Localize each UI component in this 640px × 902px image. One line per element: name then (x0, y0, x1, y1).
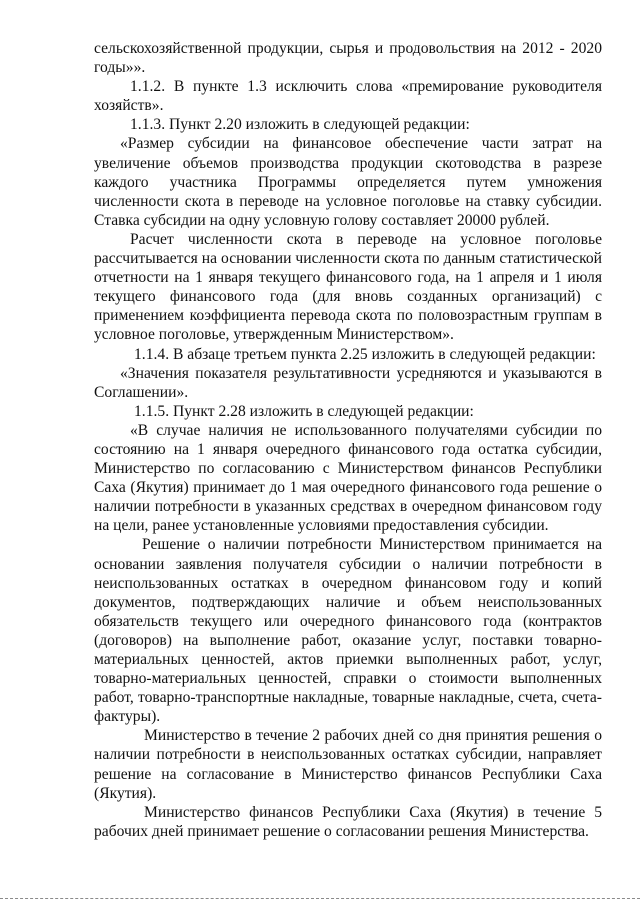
paragraph-item-1-1-3: 1.1.3. Пункт 2.20 изложить в следующей редакции: (130, 116, 470, 134)
paragraph-item-1-1-5: 1.1.5. Пункт 2.28 изложить в следующей редакции: (134, 402, 474, 420)
paragraph-item-1-1-2: 1.1.2. В пункте 1.3 исключить слова «премирование руководителя хозяйств». (94, 78, 602, 115)
paragraph-finance-ministry-decision: Министерство финансов Республики Саха (Якутия) в течение 5 рабочих дней принимает решение о согласовании решения Министерства. (94, 803, 602, 840)
paragraph-livestock-calculation: Расчет численности скота в переводе на условное поголовье рассчитывается на основании численности скота по данным статистической отчетности на 1 января текущего финансового года, на 1 апреля и 1 июля текущего финансового года (для вновь созданных организаций) с применением коэффициента перевода скота по половозрастным группам в условное поголовье, утвержденным Министерством». (94, 230, 602, 344)
paragraph-subsidy-size: «Размер субсидии на финансовое обеспечение части затрат на увеличение объемов производства продукции скотоводства в разрезе каждого участника Программы определяется путем умножения численности скота в переводе на условное поголовье на ставку субсидии. Ставка субсидии на одну условную голову составляет 20000 рублей. (94, 135, 602, 229)
paragraph-effectiveness-values: «Значения показателя результативности усредняются и указываются в Соглашении». (94, 364, 602, 401)
document-page (94, 39, 602, 841)
paragraph-continuation: сельскохозяйственной продукции, сырья и продовольствия на 2012 - 2020 годы»». (94, 40, 602, 77)
paragraph-unused-subsidy: «В случае наличия не использованного получателями субсидии по состоянию на 1 января очередного финансового года остатка субсидии, Министерство по согласованию с Министерством финансов Республики Саха (Якутия) принимает до 1 мая очередного финансового года решение о наличии потребности в указанных средствах в очередном финансовом году на цели, ранее установленные условиями предоставления субсидии. (94, 421, 602, 535)
page-bottom-rule (0, 898, 640, 899)
paragraph-decision-basis: Решение о наличии потребности Министерством принимается на основании заявления получателя субсидии о наличии потребности в неиспользованных остатках в очередном финансовом году и копий документов, подтверждающих наличие и объем неиспользованных обязательств текущего или очередного финансового года (контрактов (договоров) на выполнение работ, оказание услуг, поставки товарно-материальных ценностей, актов приемки выполненных работ, услуг, товарно-материальных ценностей, справки о стоимости выполненных работ, товарно-транспортные накладные, товарные накладные, счета, счета-фактуры). (94, 536, 602, 726)
paragraph-item-1-1-4: 1.1.4. В абзаце третьем пункта 2.25 изложить в следующей редакции: (134, 345, 596, 363)
paragraph-ministry-approval: Министерство в течение 2 рабочих дней со дня принятия решения о наличии потребности в неиспользованных остатках субсидии, направляет решение на согласование в Министерство финансов Республики Саха (Якутия). (94, 727, 602, 802)
